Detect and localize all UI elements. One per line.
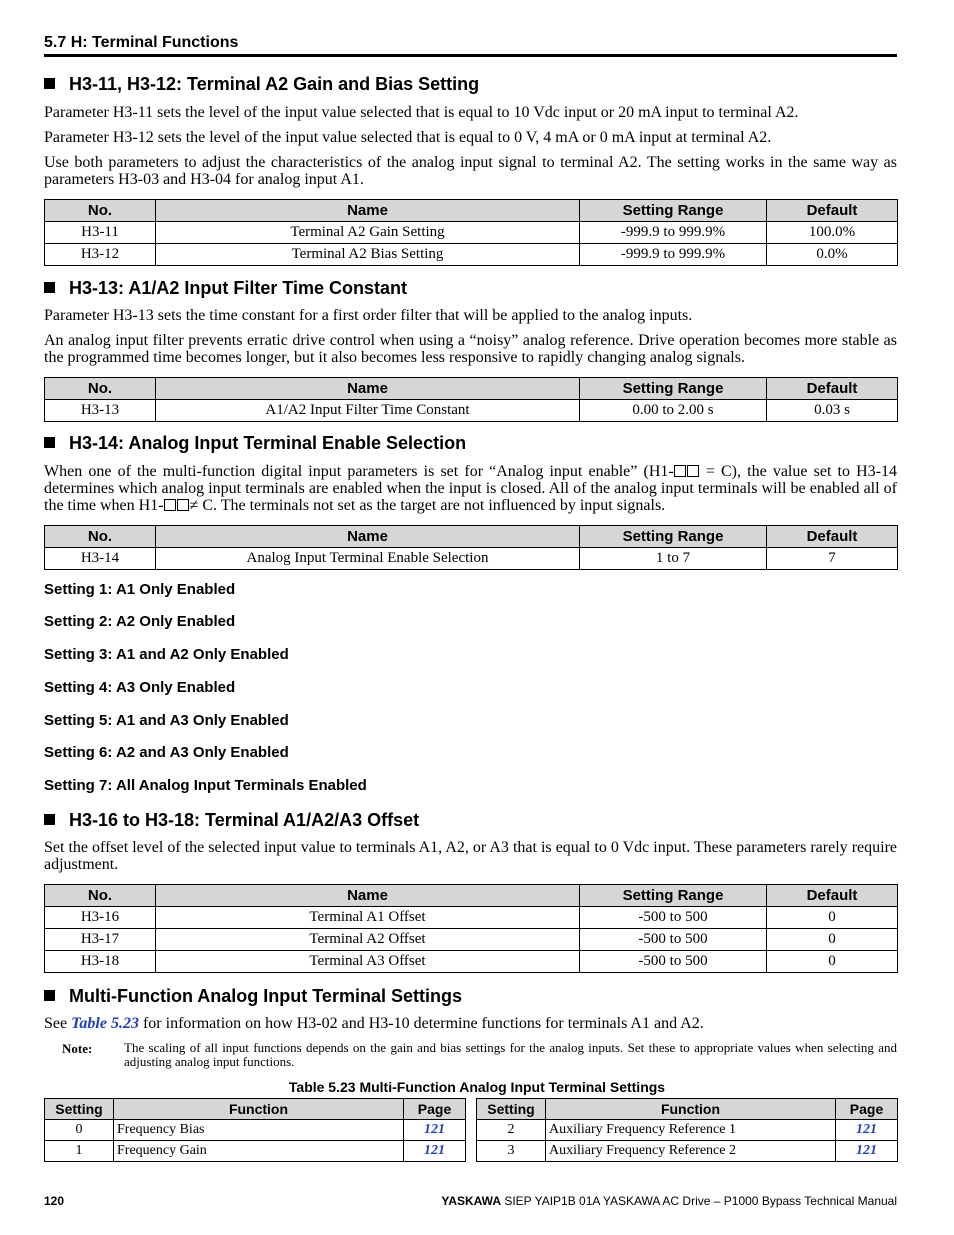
table-cell: H3-12 [45, 244, 156, 266]
heading-text: H3-16 to H3-18: Terminal A1/A2/A3 Offset [69, 810, 420, 830]
parameter-table-h3-13 [44, 377, 898, 422]
setting-heading-3: Setting 3: A1 and A2 Only Enabled [44, 646, 289, 663]
column-header: Default [767, 200, 898, 222]
heading-h3-16 [44, 810, 419, 831]
table-row [45, 548, 898, 570]
text-run: = C), the value set to H3-14 determines which analog input terminals are enabled when the input is closed. All of the analog input terminals will be enabled all of the time when H1- [44, 463, 897, 514]
placeholder-box-icon [687, 465, 699, 477]
setting-heading-1: Setting 1: A1 Only Enabled [44, 581, 236, 598]
table-row [45, 222, 898, 244]
heading-h3-13 [44, 278, 407, 299]
table-row [45, 244, 898, 266]
note-text: The scaling of all input functions depends on the gain and bias settings for the analog inputs. Set these to appropriate values when selecting and adjusting analog input functions. [124, 1040, 897, 1069]
setting-heading-7: Setting 7: All Analog Input Terminals Enabled [44, 777, 367, 794]
text-run: ≠ C. The terminals not set as the target are not influenced by input signals. [189, 497, 666, 514]
table-row [45, 907, 898, 929]
table-cell: 0 [45, 1120, 114, 1141]
parameter-table-h3-11 [44, 199, 898, 266]
table-cell: H3-11 [45, 222, 156, 244]
table-row [45, 951, 898, 973]
parameter-table-h3-14 [44, 525, 898, 570]
setting-heading-5: Setting 5: A1 and A3 Only Enabled [44, 712, 289, 729]
table-cell: 1 to 7 [580, 548, 767, 570]
paragraph: Set the offset level of the selected input value to terminals A1, A2, or A3 that is equal to 0 Vdc input. These parameters rarely require adjustment. [44, 839, 897, 873]
setting-heading-2: Setting 2: A2 Only Enabled [44, 613, 236, 630]
bullet-square-icon [44, 78, 55, 89]
column-header: Default [767, 378, 898, 400]
column-header: No. [45, 378, 156, 400]
column-header: No. [45, 526, 156, 548]
table-cell: 2 [477, 1120, 546, 1141]
text-run: When one of the multi-function digital input parameters is set for “Analog input enable” (H1- [44, 463, 674, 480]
page-link[interactable]: 121 [856, 1143, 877, 1158]
table-cell: 0.03 s [767, 400, 898, 422]
table-cell: H3-18 [45, 951, 156, 973]
heading-text: H3-11, H3-12: Terminal A2 Gain and Bias Setting [69, 74, 480, 94]
heading-h3-11 [44, 74, 479, 95]
section-header: 5.7 H: Terminal Functions [44, 34, 239, 51]
table-cell: H3-17 [45, 929, 156, 951]
bullet-square-icon [44, 814, 55, 825]
table-cell: -500 to 500 [580, 951, 767, 973]
table-cell: 0 [767, 907, 898, 929]
table-cell: A1/A2 Input Filter Time Constant [156, 400, 580, 422]
table-cell: -500 to 500 [580, 907, 767, 929]
column-header: Function [114, 1099, 404, 1120]
paragraph: An analog input filter prevents erratic drive control when using a “noisy” analog reference. Drive operation becomes more stable as the programmed time becomes longer, but it also becomes less responsive to rapidly changing analog signals. [44, 332, 897, 366]
paragraph: Parameter H3-13 sets the time constant for a first order filter that will be applied to the analog inputs. [44, 307, 693, 324]
table-cell: Auxiliary Frequency Reference 2 [546, 1141, 836, 1162]
column-header: No. [45, 200, 156, 222]
paragraph [44, 463, 897, 514]
column-header: Name [156, 378, 580, 400]
column-header: Page [404, 1099, 466, 1120]
column-header: Setting Range [580, 885, 767, 907]
bullet-square-icon [44, 437, 55, 448]
table-cell: -999.9 to 999.9% [580, 244, 767, 266]
doc-title: SIEP YAIP1B 01A YASKAWA AC Drive – P1000 Bypass Technical Manual [501, 1194, 897, 1208]
page-link[interactable]: 121 [424, 1122, 445, 1137]
paragraph [44, 1015, 897, 1032]
table-cell: -999.9 to 999.9% [580, 222, 767, 244]
table-cell: 7 [767, 548, 898, 570]
table-row [477, 1120, 898, 1141]
table-row [45, 1120, 466, 1141]
placeholder-box-icon [164, 499, 176, 511]
placeholder-box-icon [177, 499, 189, 511]
paragraph: Use both parameters to adjust the characteristics of the analog input signal to terminal A2. The setting works in the same way as parameters H3-03 and H3-04 for analog input A1. [44, 154, 897, 188]
column-header: Setting [477, 1099, 546, 1120]
bullet-square-icon [44, 990, 55, 1001]
table-row [45, 929, 898, 951]
column-header: No. [45, 885, 156, 907]
table-cell: Terminal A2 Bias Setting [156, 244, 580, 266]
table-cell: Auxiliary Frequency Reference 1 [546, 1120, 836, 1141]
bullet-square-icon [44, 282, 55, 293]
table-cell: 0 [767, 951, 898, 973]
header-rule [44, 54, 897, 57]
column-header: Default [767, 885, 898, 907]
column-header: Default [767, 526, 898, 548]
column-header: Name [156, 885, 580, 907]
setting-heading-4: Setting 4: A3 Only Enabled [44, 679, 236, 696]
column-header: Page [836, 1099, 898, 1120]
footer-doc-title [441, 1194, 897, 1208]
table-cell: Terminal A2 Gain Setting [156, 222, 580, 244]
table-cell: Frequency Gain [114, 1141, 404, 1162]
table-cell: Frequency Bias [114, 1120, 404, 1141]
table-caption: Table 5.23 Multi-Function Analog Input Terminal Settings [288, 1079, 666, 1095]
paragraph: Parameter H3-12 sets the level of the input value selected that is equal to 0 V, 4 mA or 0 mA input at terminal A2. [44, 129, 772, 146]
table-cell: 1 [45, 1141, 114, 1162]
placeholder-box-icon [674, 465, 686, 477]
table-row [45, 400, 898, 422]
table-cell: Terminal A2 Offset [156, 929, 580, 951]
settings-table-right [476, 1098, 898, 1162]
heading-text: H3-14: Analog Input Terminal Enable Selection [69, 433, 467, 453]
page-link[interactable]: 121 [856, 1122, 877, 1137]
column-header: Name [156, 526, 580, 548]
text-run: See [44, 1015, 72, 1032]
table-cell: 100.0% [767, 222, 898, 244]
column-header: Setting Range [580, 526, 767, 548]
table-cell: 0.0% [767, 244, 898, 266]
brand-name: YASKAWA [441, 1194, 501, 1208]
table-cell: Terminal A1 Offset [156, 907, 580, 929]
note-label: Note: [62, 1041, 93, 1056]
table-cell: Analog Input Terminal Enable Selection [156, 548, 580, 570]
column-header: Setting [45, 1099, 114, 1120]
paragraph: Parameter H3-11 sets the level of the input value selected that is equal to 10 Vdc input or 20 mA input to terminal A2. [44, 104, 799, 121]
page-link[interactable]: 121 [424, 1143, 445, 1158]
heading-text: H3-13: A1/A2 Input Filter Time Constant [69, 278, 408, 298]
column-header: Name [156, 200, 580, 222]
text-run: for information on how H3-02 and H3-10 determine functions for terminals A1 and A2. [138, 1015, 704, 1032]
table-cell: H3-16 [45, 907, 156, 929]
heading-mfai [44, 986, 462, 1007]
settings-table-left [44, 1098, 466, 1162]
table-cell: 3 [477, 1141, 546, 1162]
table-cell: H3-14 [45, 548, 156, 570]
column-header: Function [546, 1099, 836, 1120]
setting-heading-6: Setting 6: A2 and A3 Only Enabled [44, 744, 289, 761]
table-cell: 0.00 to 2.00 s [580, 400, 767, 422]
parameter-table-h3-16 [44, 884, 898, 973]
table-row [45, 1141, 466, 1162]
heading-h3-14 [44, 433, 466, 454]
heading-text: Multi-Function Analog Input Terminal Settings [69, 986, 462, 1006]
page-number: 120 [44, 1194, 65, 1208]
table-cell: 0 [767, 929, 898, 951]
table-row [477, 1141, 898, 1162]
column-header: Setting Range [580, 378, 767, 400]
table-5-23-link[interactable]: Table 5.23 [71, 1015, 139, 1032]
table-cell: Terminal A3 Offset [156, 951, 580, 973]
table-cell: H3-13 [45, 400, 156, 422]
table-cell: -500 to 500 [580, 929, 767, 951]
column-header: Setting Range [580, 200, 767, 222]
